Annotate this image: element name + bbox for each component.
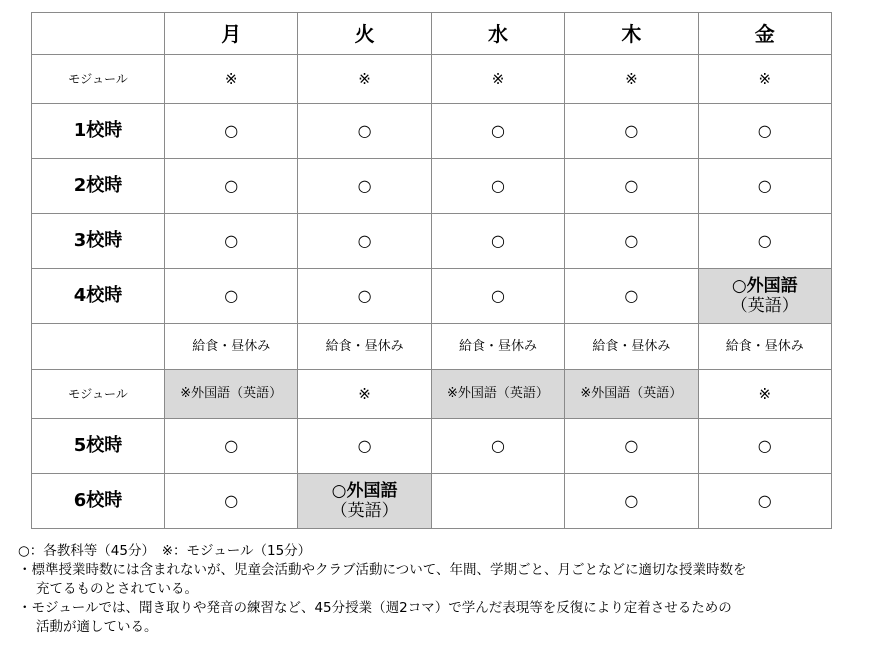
note-1-line-2: 充てるものとされている。 (36, 581, 198, 597)
subject-mark: ○ (431, 269, 564, 324)
subject-mark: ○ (565, 214, 698, 269)
subject-mark: ○ (431, 104, 564, 159)
legend-note: ○：各教科等（45分） ※：モジュール（15分） (18, 543, 312, 559)
foreign-language-cell (698, 269, 831, 324)
lunch-break-cell: 給食・昼休み (431, 324, 564, 370)
note-2-line-1: ・モジュールでは、聞き取りや発音の練習など、45分授業（週2コマ）で学んだ表現等を反復により定着させるための (18, 600, 732, 616)
day-header-tue: 火 (298, 13, 431, 55)
subject-mark: ○ (298, 159, 431, 214)
period-row-3 (32, 214, 832, 269)
subject-mark: ○ (298, 269, 431, 324)
period-row-6 (32, 474, 832, 529)
lunch-row (32, 324, 832, 370)
note-2-line-2: 活動が適している。 (36, 619, 158, 635)
foreign-language-label: ○外国語 (731, 275, 798, 296)
subject-mark: ○ (698, 474, 831, 529)
row-label-period-3: 3校時 (32, 214, 165, 269)
row-label-module: モジュール (32, 370, 165, 419)
lunch-break-cell: 給食・昼休み (698, 324, 831, 370)
header-row (32, 13, 832, 55)
subject-mark: ○ (565, 159, 698, 214)
module-foreign-language-cell: ※外国語（英語） (565, 370, 698, 419)
period-row-2 (32, 159, 832, 214)
subject-mark: ○ (565, 419, 698, 474)
module-mark: ※ (431, 55, 564, 104)
row-label-lunch (32, 324, 165, 370)
subject-mark: ○ (298, 419, 431, 474)
subject-mark: ○ (431, 214, 564, 269)
subject-mark: ○ (298, 104, 431, 159)
subject-mark: ○ (698, 159, 831, 214)
module-mark: ※ (565, 55, 698, 104)
subject-mark: ○ (165, 159, 298, 214)
row-label-period-6: 6校時 (32, 474, 165, 529)
subject-mark: ○ (431, 159, 564, 214)
subject-mark: ○ (565, 104, 698, 159)
module-foreign-language-cell: ※外国語（英語） (431, 370, 564, 419)
note-1-line-1: ・標準授業時数には含まれないが、児童会活動やクラブ活動について、年間、学期ごと、月ごとなどに適切な授業時数を (18, 562, 747, 578)
lunch-break-cell: 給食・昼休み (565, 324, 698, 370)
empty-cell (431, 474, 564, 529)
module-mark: ※ (698, 370, 831, 419)
subject-mark: ○ (165, 269, 298, 324)
module-row-afternoon (32, 370, 832, 419)
subject-mark: ○ (165, 104, 298, 159)
subject-mark: ○ (165, 419, 298, 474)
module-row-morning (32, 55, 832, 104)
corner-cell (32, 13, 165, 55)
subject-mark: ○ (698, 419, 831, 474)
subject-mark: ○ (431, 419, 564, 474)
module-foreign-language-cell: ※外国語（英語） (165, 370, 298, 419)
row-label-period-1: 1校時 (32, 104, 165, 159)
day-header-wed: 水 (431, 13, 564, 55)
period-row-1 (32, 104, 832, 159)
day-header-mon: 月 (165, 13, 298, 55)
lunch-break-cell: 給食・昼休み (165, 324, 298, 370)
foreign-language-cell (298, 474, 431, 529)
module-mark: ※ (298, 370, 431, 419)
row-label-module: モジュール (32, 55, 165, 104)
subject-mark: ○ (698, 104, 831, 159)
subject-mark: ○ (165, 474, 298, 529)
subject-mark: ○ (565, 474, 698, 529)
module-mark: ※ (298, 55, 431, 104)
period-row-4 (32, 269, 832, 324)
row-label-period-2: 2校時 (32, 159, 165, 214)
english-label: （英語） (330, 501, 399, 521)
english-label: （英語） (730, 296, 799, 316)
subject-mark: ○ (698, 214, 831, 269)
lunch-break-cell: 給食・昼休み (298, 324, 431, 370)
row-label-period-5: 5校時 (32, 419, 165, 474)
module-mark: ※ (698, 55, 831, 104)
day-header-thu: 木 (565, 13, 698, 55)
subject-mark: ○ (565, 269, 698, 324)
period-row-5 (32, 419, 832, 474)
row-label-period-4: 4校時 (32, 269, 165, 324)
subject-mark: ○ (298, 214, 431, 269)
foreign-language-label: ○外国語 (331, 480, 398, 501)
notes-section (18, 542, 868, 637)
weekly-timetable (31, 12, 832, 529)
subject-mark: ○ (165, 214, 298, 269)
module-mark: ※ (165, 55, 298, 104)
day-header-fri: 金 (698, 13, 831, 55)
